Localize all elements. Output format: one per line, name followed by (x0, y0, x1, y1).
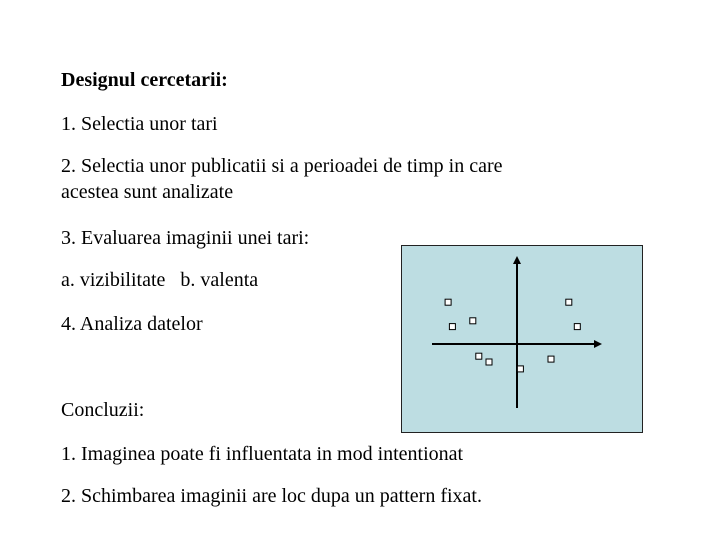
data-point (566, 299, 572, 305)
conclusions-colon: : (138, 399, 145, 421)
data-point (517, 366, 523, 372)
design-item-3-subitems (61, 268, 258, 292)
data-point (476, 353, 482, 359)
conclusions-heading (61, 398, 144, 422)
data-point (486, 359, 492, 365)
data-points (445, 299, 580, 372)
data-point (574, 324, 580, 330)
subitem-b: b. valenta (180, 269, 259, 291)
design-heading: Designul cercetarii: (61, 69, 228, 91)
data-point (548, 356, 554, 362)
scatter-diagram (401, 245, 643, 433)
design-item-1: 1. Selectia unor tari (61, 113, 218, 135)
design-item-2-line-1: 2. Selectia unor publicatii si a perioadei de timp in care (61, 155, 503, 177)
conclusion-item-1: 1. Imaginea poate fi influentata in mod intentionat (61, 443, 464, 465)
subitem-a: a. vizibilitate (61, 269, 166, 291)
design-item-4: 4. Analiza datelor (61, 313, 203, 335)
diagram-canvas (402, 246, 642, 432)
design-item-2-line-2: acestea sunt analizate (61, 181, 234, 203)
data-point (470, 318, 476, 324)
conclusions-title: Concluzii (61, 399, 139, 421)
conclusion-item-2: 2. Schimbarea imaginii are loc dupa un pattern fixat. (61, 485, 482, 507)
data-point (445, 299, 451, 305)
data-point (449, 324, 455, 330)
design-item-3: 3. Evaluarea imaginii unei tari: (61, 227, 310, 249)
